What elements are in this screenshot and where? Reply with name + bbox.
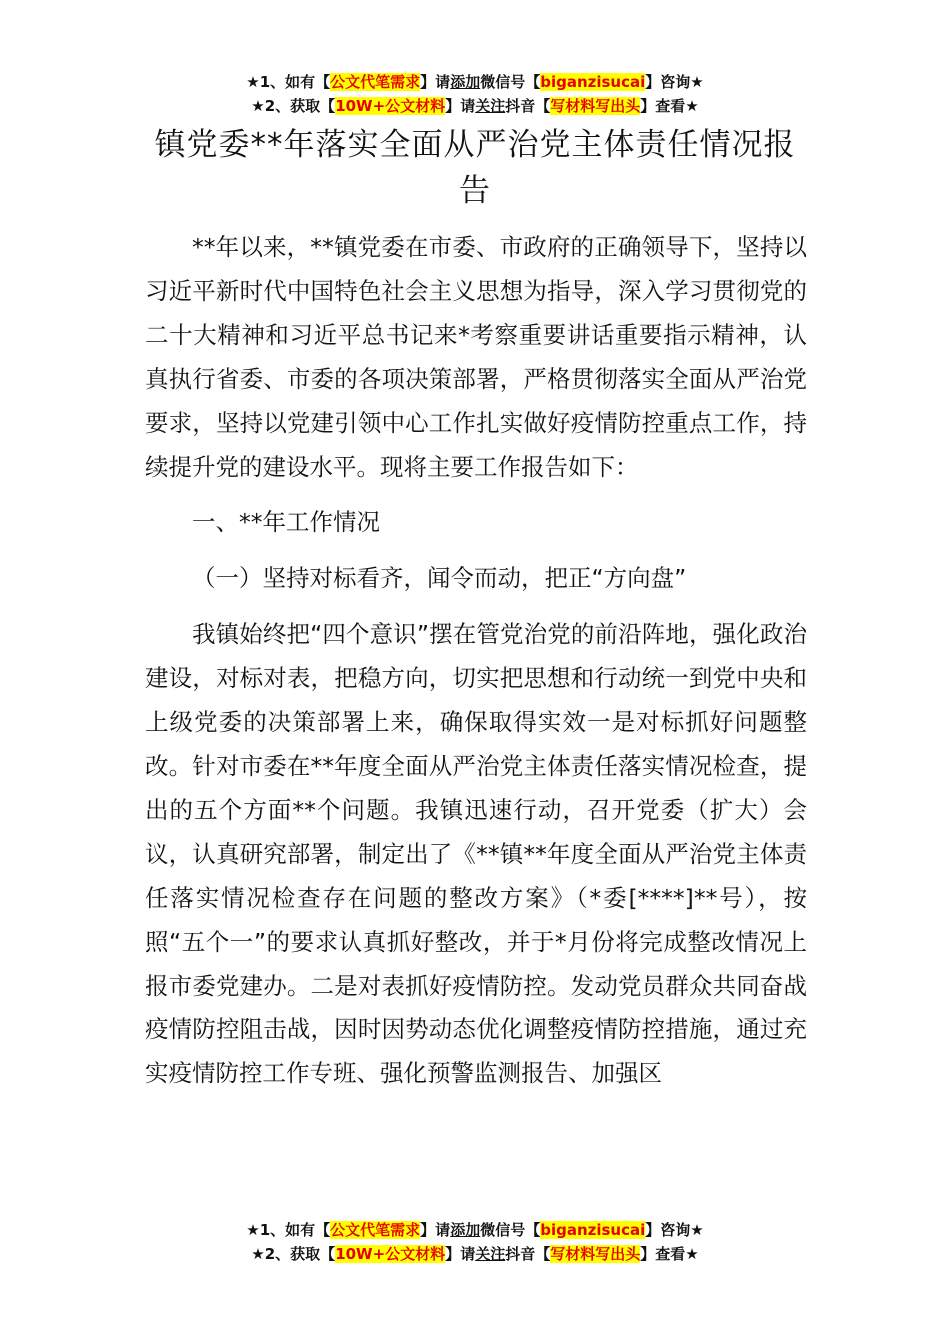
banner-line-1: ★1、如有【公文代笔需求】请添加微信号【biganzisucai】咨询★: [246, 1221, 704, 1239]
banner-line-2: ★2、获取【10W+公文材料】请关注抖音【写材料写出头】查看★: [251, 97, 699, 115]
highlight-materials: 10W+公文材料: [335, 97, 446, 115]
paragraph-body: 我镇始终把“四个意识”摆在管党治党的前沿阵地，强化政治建设，对标对表，把稳方向，切实把思想和行动统一到党中央和上级党委的决策部署上来，确保取得实效一是对标抓好问题整改。针对市委在**年度全面从严治党主体责任落实情况检查，提出的五个方面**个问题。我镇迅速行动，召开党委（扩大）会议，认真研究部署，制定出了《**镇**年度全面从严治党主体责任落实情况检查存在问题的整改方案》（*委[****]**号），按照“五个一”的要求认真抓好整改，并于*月份将完成整改情况上报市委党建办。二是对表抓好疫情防控。发动党员群众共同奋战疫情防控阻击战，因时因势动态优化调整疫情防控措施，通过充实疫情防控工作专班、强化预警监测报告、加强区: [145, 620, 807, 1088]
highlight-wechat-id: biganzisucai: [540, 73, 646, 91]
footer-banner: [0, 1218, 950, 1266]
highlight-materials: 10W+公文材料: [335, 1245, 446, 1263]
subsection-heading: （一）坚持对标看齐，闻令而动，把正“方向盘”: [192, 564, 687, 593]
banner-line-1: ★1、如有【公文代笔需求】请添加微信号【biganzisucai】咨询★: [246, 73, 704, 91]
highlight-service: 公文代笔需求: [330, 1221, 421, 1239]
highlight-wechat-id: biganzisucai: [540, 1221, 646, 1239]
banner-line-2: ★2、获取【10W+公文材料】请关注抖音【写材料写出头】查看★: [251, 1245, 699, 1263]
document-title: 镇党委**年落实全面从严治党主体责任情况报告: [154, 127, 796, 209]
section-heading: 一、**年工作情况: [192, 508, 380, 537]
highlight-service: 公文代笔需求: [330, 73, 421, 91]
document-body: [145, 226, 807, 1096]
paragraph-intro: **年以来，**镇党委在市委、市政府的正确领导下，坚持以习近平新时代中国特色社会主义思想为指导，深入学习贯彻党的二十大精神和习近平总书记来*考察重要讲话重要指示精神，认真执行省委、市委的各项决策部署，严格贯彻落实全面从严治党要求，坚持以党建引领中心工作扎实做好疫情防控重点工作，持续提升党的建设水平。现将主要工作报告如下：: [145, 233, 807, 481]
header-banner: [0, 70, 950, 118]
highlight-douyin: 写材料写出头: [550, 1245, 641, 1263]
highlight-douyin: 写材料写出头: [550, 97, 641, 115]
